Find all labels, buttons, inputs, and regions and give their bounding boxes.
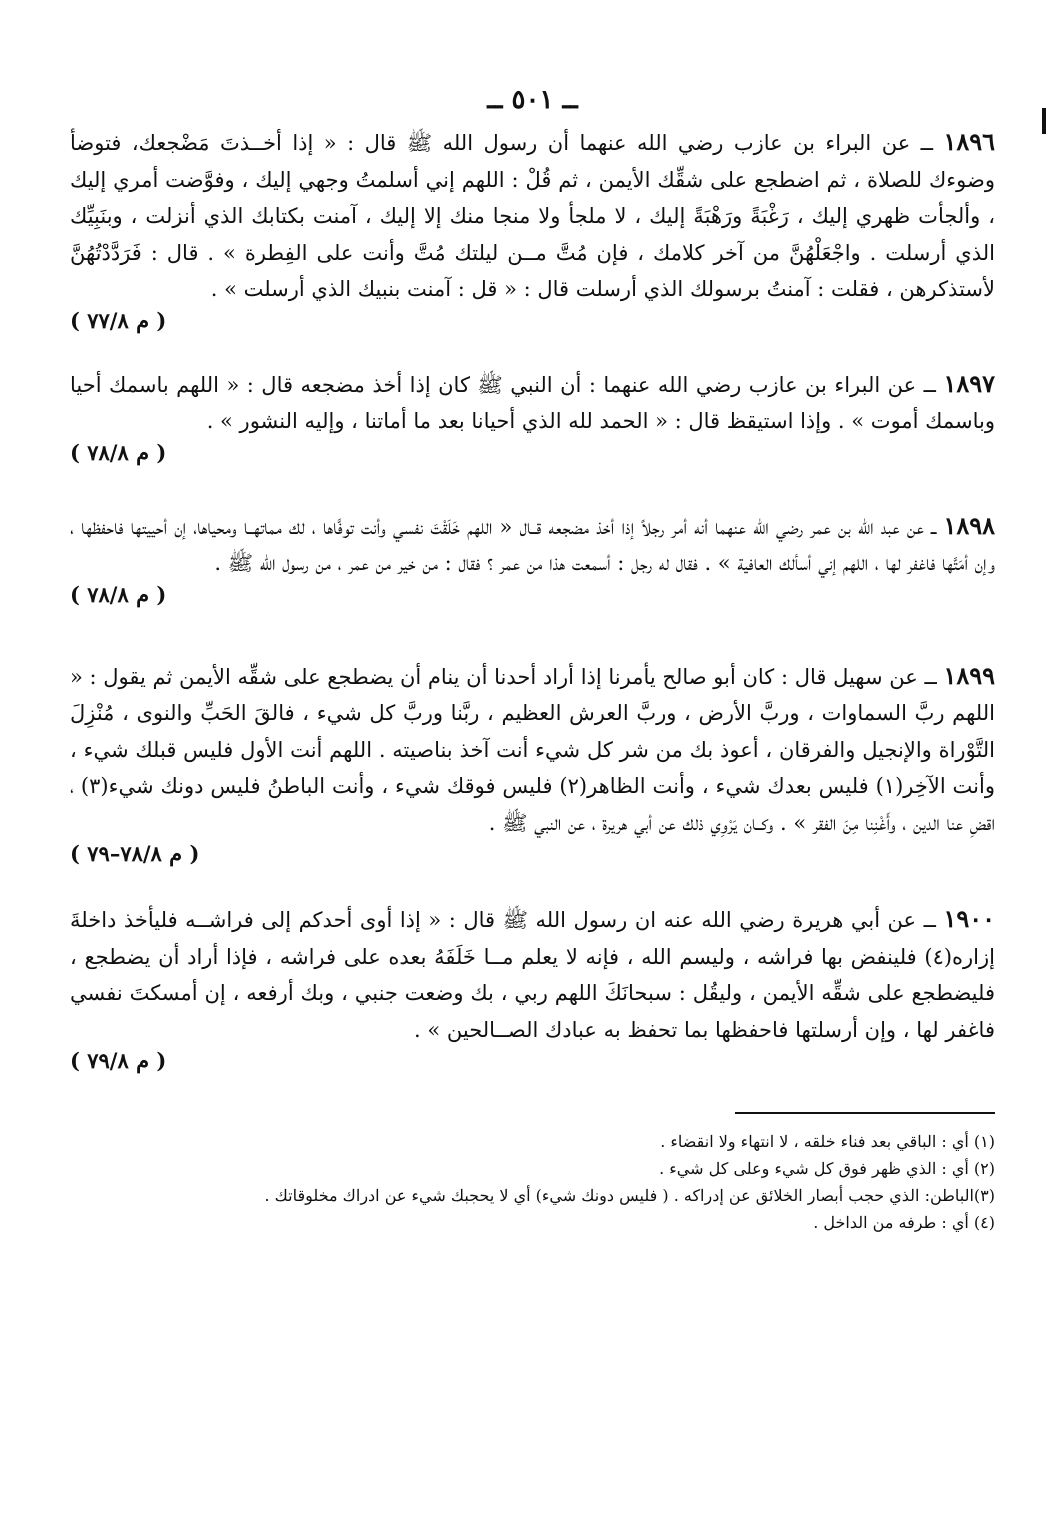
hadith-number: ١٨٩٩: [943, 660, 995, 690]
hadith-paragraph: [70, 366, 995, 440]
document-page: [70, 82, 995, 1522]
hadith-text: ــ عن البراء بن عازب رضي الله عنهما : أن النبي ﷺ كان إذا أخذ مضجعه قال : « اللهم باسمك أحيا وباسمك أموت » . وإذا استيقظ قال : « الحمد لله الذي أحيانا بعد ما أماتنا ، وإليه النشور » .: [70, 372, 995, 433]
hadith-number: ١٨٩٦: [943, 127, 995, 156]
hadith-text: ــ عن أبي هريرة رضي الله عنه ان رسول الله ﷺ قال : « إذا أوى أحدكم إلى فراشــه فليأخذ داخلةَ إزاره(٤) فلينفض بها فراشه ، وليسم الله ، فإنه لا يعلم مــا خَلَفَهُ بعده على فراشه ، فإذا أراد أن يضطجع ، فليضطجع على شقِّه الأيمن ، وليقُل : سبحانَكَ اللهم ربي ، بك وضعت جنبي ، وبك أرفعه ، إن أمسكتَ نفسي فاغفر لها ، وإن أرسلتها فاحفظها بما تحفظ به عبادك الصــالحين » .: [70, 908, 995, 1042]
hadith-number: ١٩٠٠: [943, 904, 995, 933]
hadith-1897: [70, 366, 995, 468]
hadith-reference: ( م ٧٨/٨–٧٩ ): [70, 841, 200, 866]
hadith-number: ١٨٩٨: [943, 510, 995, 540]
footnotes: [70, 1128, 995, 1236]
hadith-paragraph: [70, 124, 995, 308]
hadith-text: ــ عن البراء بن عازب رضي الله عنهما أن رسول الله ﷺ قال : « إذا أخــذتَ مَضْجعك، فتوضأ وضوءك للصلاة ، ثم اضطجع على شقِّك الأيمن ، ثم قُلْ : اللهم إني أسلمتُ وجهي إليك ، وفوَّضت أمري إليك ، وألجأت ظهري إليك ، رَغْبَةً ورَهْبَةً إليك ، لا ملجأ ولا منجا منك إلا إليك ، آمنت بكتابك الذي أنزلت ، وبنَبِيِّك الذي أرسلت . واجْعَلْهُنَّ من آخر كلامك ، فإن مُتَّ مــن ليلتك مُتَّ وأنت على الفِطرة » . قال : فَرَدَّدْتُهُنَّ لأستذكرهن ، فقلت : آمنتُ برسولك الذي أرسلت قال : « قل : آمنت بنبيك الذي أرسلت » .: [70, 131, 995, 301]
hadith-text: ــ عن عبد الله بن عمر رضي الله عنهما أنه أمر رجلاً إذا أخذ مضجعه قــال « اللهم خَلَقْتَ نفسي وأنت توفَّاها ، لك مماتهــا ومحياها، إن أحييتها فاحفظها ، وإن أمَتَّها فاغفر لها ، اللهم إني أسألك العافية » . فقال له رجل : أسمعت هذا من عمر ؟ فقال : من خير من عمر ، من رسول الله ﷺ .: [70, 514, 995, 575]
hadith-1898: [70, 508, 995, 610]
hadith-reference: ( م ٧٨/٨ ): [70, 439, 167, 465]
footnote-1: (١) أي : الباقي بعد فناء خلقه ، لا انتهاء ولا انقضاء .: [660, 1132, 995, 1151]
hadith-text: ــ عن سهيل قال : كان أبو صالح يأمرنا إذا أراد أحدنا أن ينام أن يضطجع على شقِّه الأيمن ثم يقول : « اللهم ربَّ السماوات ، وربَّ الأرض ، وربَّ العرش العظيم ، ربَّنا وربَّ كل شيء ، فالقَ الحَبِّ والنوى ، مُنْزِلَ التَّوْراة والإنجيل والفرقان ، أعوذ بك من شر كل شيء أنت آخذ بناصيته . اللهم أنت الأول فليس قبلك شيء ، وأنت الآخِر(١) فليس بعدك شيء ، وأنت الظاهر(٢) فليس فوقك شيء ، وأنت الباطنُ فليس دونك شيء(٣) ، اقضِ عنا الدين ، وأَغْنِنا مِنَ الفقر » . وكــان يَرْوِي ذلك عن أبي هريرة ، عن النبي ﷺ .: [70, 664, 995, 835]
hadith-1900: [70, 901, 995, 1076]
hadith-paragraph: [70, 658, 995, 842]
hadith-1899: [70, 658, 995, 870]
hadith-reference: ( م ٧٨/٨ ): [70, 581, 167, 607]
hadith-reference: ( م ٧٩/٨ ): [70, 1048, 167, 1073]
footnote-3: (٣)الباطن: الذي حجب أبصار الخلائق عن إدراكه . ( فليس دونك شيء) أي لا يحجبك شيء عن ادراك مخلوقاتك .: [264, 1186, 995, 1205]
hadith-1896: [70, 124, 995, 336]
hadith-reference: ( م ٧٧/٨ ): [70, 307, 167, 333]
hadith-paragraph: [70, 508, 995, 582]
hadith-number: ١٨٩٧: [943, 368, 995, 398]
page-number: ــ ٥٠١ ــ: [487, 85, 578, 115]
footnote-2: (٢) أي : الذي ظهر فوق كل شيء وعلى كل شيء .: [659, 1159, 995, 1178]
footnote-divider: [735, 1112, 995, 1114]
scan-edge-mark: [1042, 108, 1046, 134]
footnote-4: (٤) أي : طرفه من الداخل .: [813, 1213, 995, 1232]
hadith-paragraph: [70, 901, 995, 1048]
